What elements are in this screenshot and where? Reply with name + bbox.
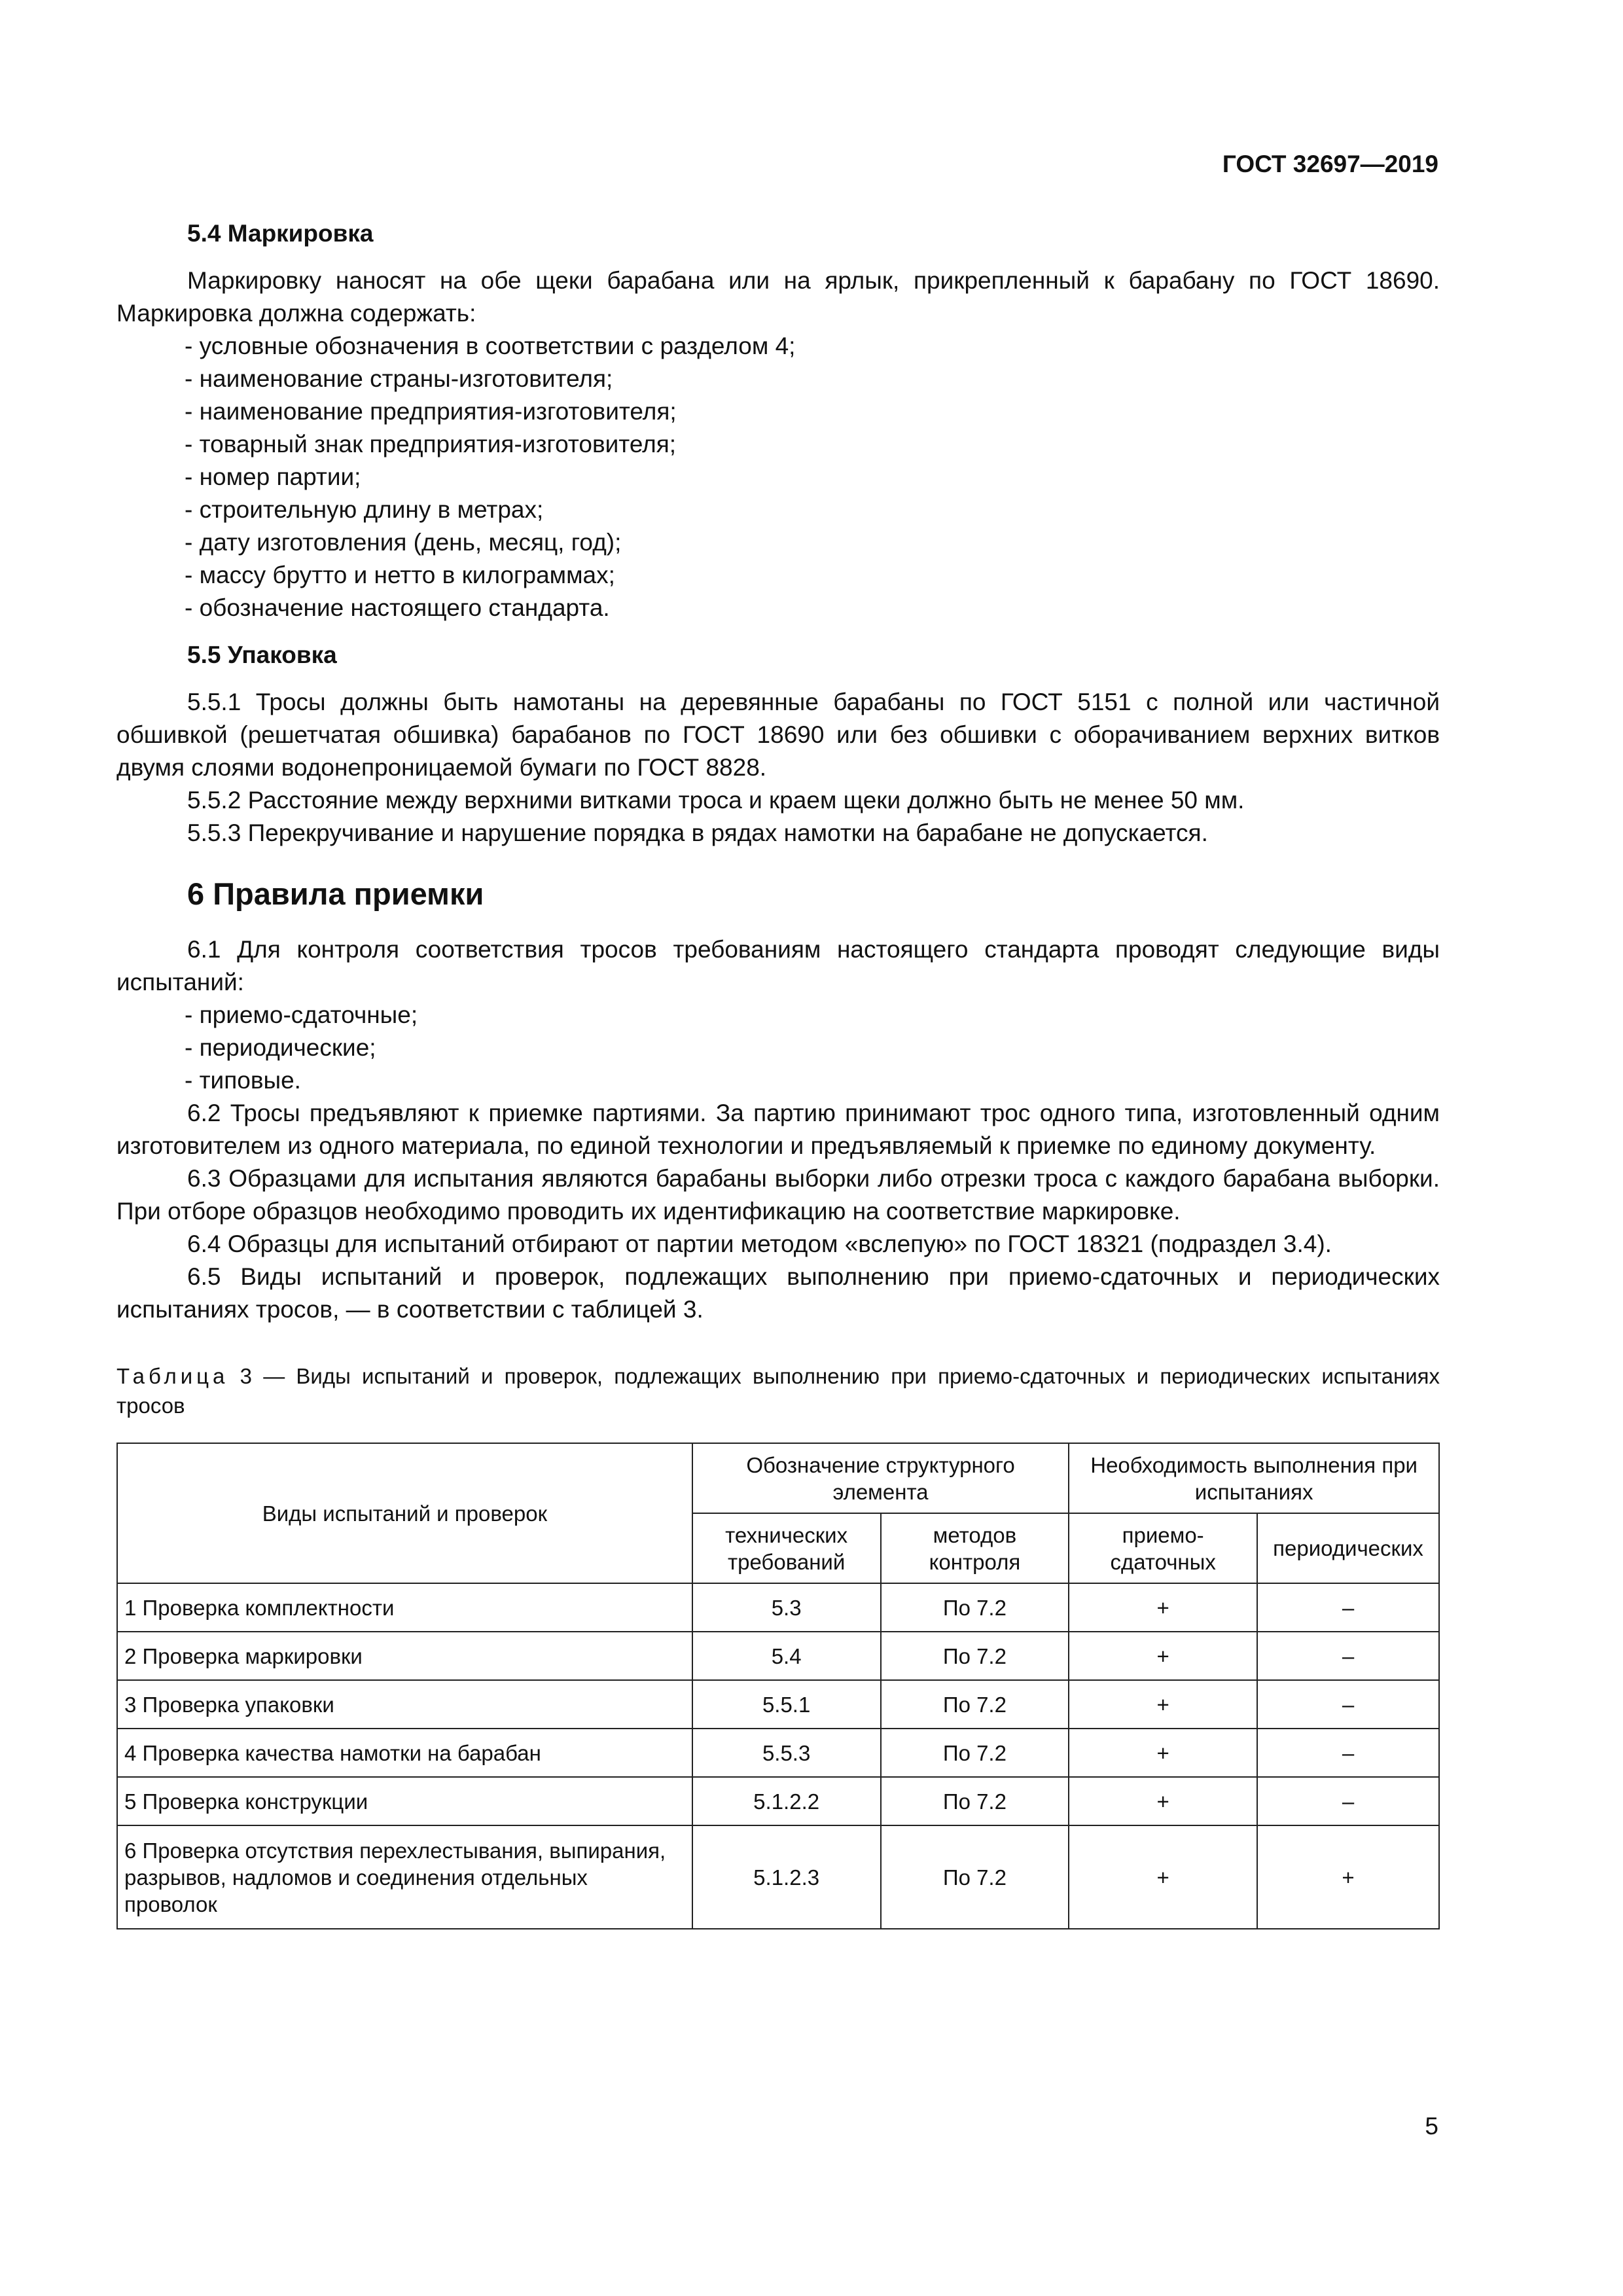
table-row: 6 Проверка отсутствия перехлестывания, выпирания, разрывов, надломов и соединения отдельных проволок 5.1.2.3 По 7.2 + + <box>117 1825 1439 1929</box>
paragraph-6-2: 6.2 Тросы предъявляют к приемке партиями. За партию принимают трос одного типа, изготовленный одним изготовителем из одного материала, по единой технологии и предъявляемый к приемке по единому документу. <box>116 1100 1440 1159</box>
list-item: - типовые. <box>185 1064 1440 1097</box>
paragraph-5-5-1: 5.5.1 Тросы должны быть намотаны на деревянные барабаны по ГОСТ 5151 с полной или частичной обшивкой (решетчатая обшивка) барабанов по ГОСТ 18690 или без обшивки с оборачиванием верхних витков двумя слоями водонепроницаемой бумаги по ГОСТ 8828. <box>116 689 1440 781</box>
document-body <box>116 217 1440 1929</box>
list-item: - дату изготовления (день, месяц, год); <box>185 526 1440 559</box>
list-item: - приемо-сдаточные; <box>185 999 1440 1031</box>
header-acceptance: приемо-сдаточных <box>1069 1513 1257 1583</box>
paragraph-6-5: 6.5 Виды испытаний и проверок, подлежащих выполнению при приемо-сдаточных и периодических испытаниях тросов, — в соответствии с таблицей 3. <box>116 1263 1440 1323</box>
table-row: 2 Проверка маркировки 5.4 По 7.2 + – <box>117 1632 1439 1680</box>
list-item: - номер партии; <box>185 461 1440 493</box>
list-item: - периодические; <box>185 1031 1440 1064</box>
marking-list <box>116 330 1440 624</box>
paragraph-5-5-2: 5.5.2 Расстояние между верхними витками троса и краем щеки должно быть не менее 50 мм. <box>187 787 1245 814</box>
table-row: 1 Проверка комплектности 5.3 По 7.2 + – <box>117 1583 1439 1632</box>
paragraph-6-1: 6.1 Для контроля соответствия тросов требованиям настоящего стандарта проводят следующие виды испытаний: <box>116 936 1440 996</box>
table-row: 4 Проверка качества намотки на барабан 5.5.3 По 7.2 + – <box>117 1729 1439 1777</box>
table-caption-label: Таблица <box>116 1364 229 1388</box>
section-5-4-title: 5.4 Маркировка <box>187 220 374 247</box>
header-periodic: периодических <box>1257 1513 1439 1583</box>
list-item: - наименование предприятия-изготовителя; <box>185 395 1440 428</box>
paragraph-5-5-3: 5.5.3 Перекручивание и нарушение порядка в рядах намотки на барабане не допускается. <box>187 819 1208 846</box>
page-number: 5 <box>1425 2113 1438 2140</box>
list-item: - строительную длину в метрах; <box>185 493 1440 526</box>
list-item: - товарный знак предприятия-изготовителя; <box>185 428 1440 461</box>
header-tech-requirements: технических требований <box>692 1513 881 1583</box>
tests-table <box>116 1443 1440 1929</box>
list-item: - обозначение настоящего стандарта. <box>185 592 1440 624</box>
paragraph-6-4: 6.4 Образцы для испытаний отбирают от партии методом «вслепую» по ГОСТ 18321 (подраздел 3.4). <box>187 1230 1332 1257</box>
header-necessity: Необходимость выполнения при испытаниях <box>1069 1443 1439 1513</box>
header-control-methods: методов контроля <box>881 1513 1069 1583</box>
table-row: 3 Проверка упаковки 5.5.1 По 7.2 + – <box>117 1680 1439 1729</box>
section-5-5-title: 5.5 Упаковка <box>187 641 337 668</box>
section-6-title: 6 Правила приемки <box>187 876 484 911</box>
section-5-4-intro: Маркировку наносят на обе щеки барабана или на ярлык, прикрепленный к барабану по ГОСТ 18690. Маркировка должна содержать: <box>116 267 1440 327</box>
table-row: 5 Проверка конструкции 5.1.2.2 По 7.2 + – <box>117 1777 1439 1825</box>
list-item: - условные обозначения в соответствии с разделом 4; <box>185 330 1440 363</box>
test-types-list <box>116 999 1440 1097</box>
list-item: - массу брутто и нетто в килограммах; <box>185 559 1440 592</box>
header-test-types: Виды испытаний и проверок <box>117 1443 692 1583</box>
paragraph-6-3: 6.3 Образцами для испытания являются барабаны выборки либо отрезки троса с каждого барабана выборки. При отборе образцов необходимо проводить их идентификацию на соответствие маркировке. <box>116 1165 1440 1225</box>
table-caption <box>116 1361 1440 1420</box>
table-caption-text: 3 — Виды испытаний и проверок, подлежащих выполнению при приемо-сдаточных и периодических испытаниях тросов <box>116 1364 1440 1418</box>
document-code: ГОСТ 32697—2019 <box>1222 151 1438 177</box>
header-structural-element: Обозначение структурного элемента <box>692 1443 1069 1513</box>
list-item: - наименование страны-изготовителя; <box>185 363 1440 395</box>
